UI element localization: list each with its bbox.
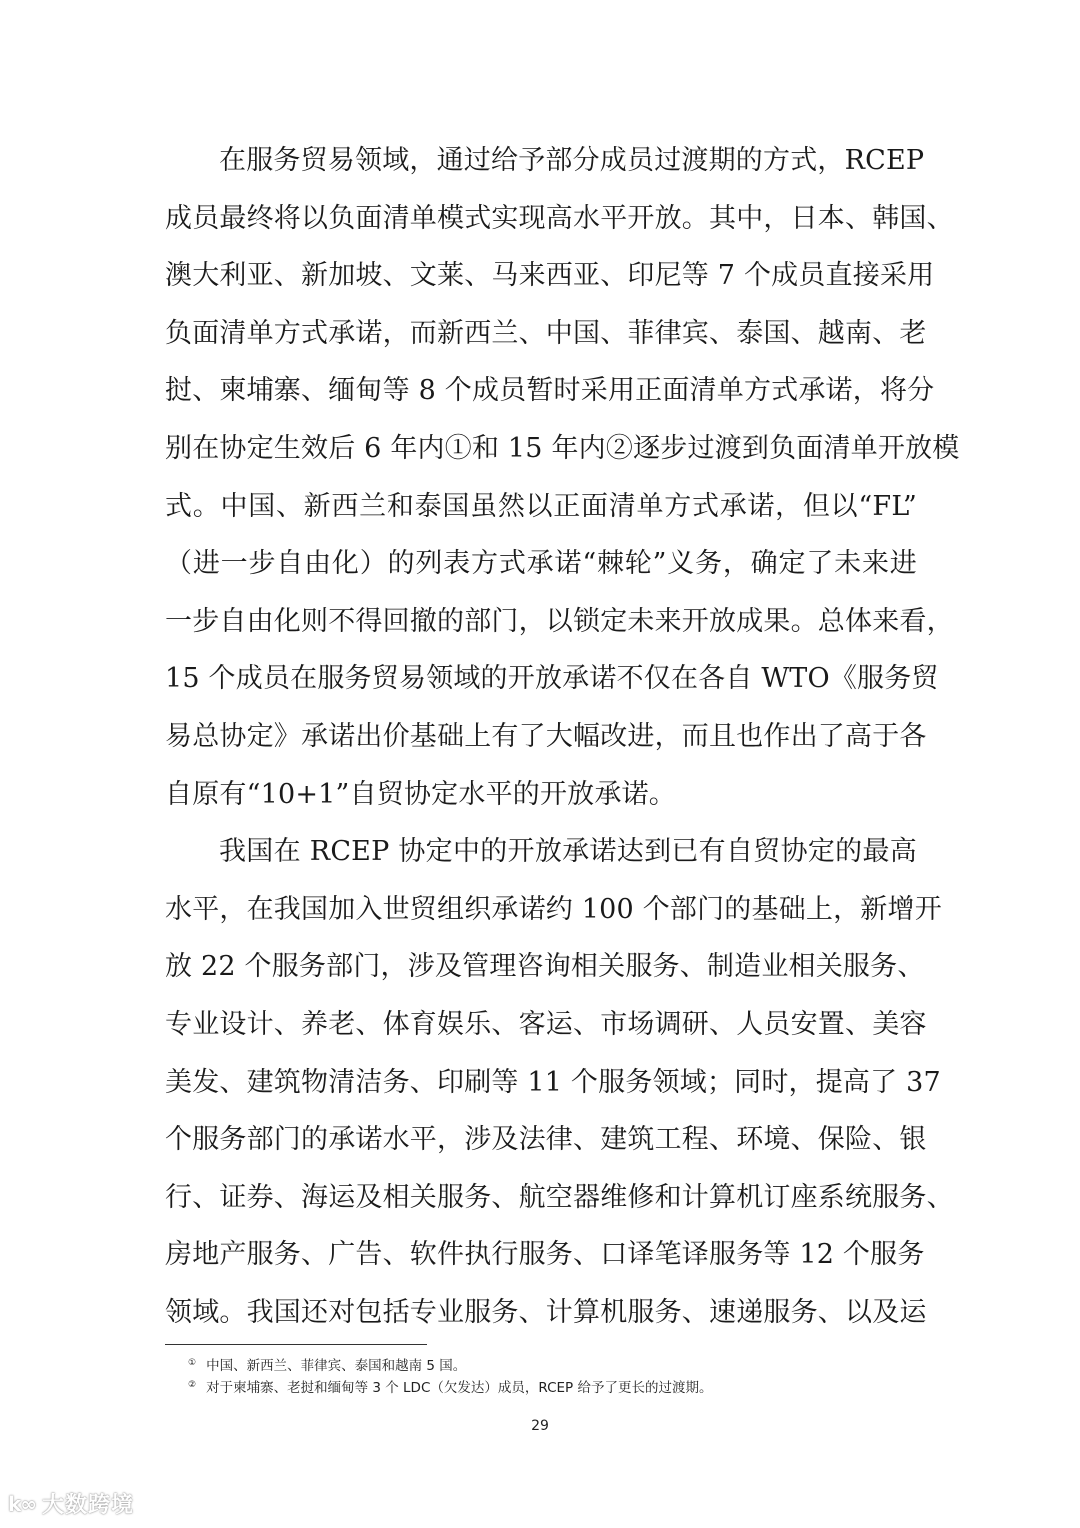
paragraph-1-line-9: 一步自由化则不得回撤的部门，以锁定未来开放成果。总体来看， xyxy=(165,605,954,637)
paragraph-2-line-9: 领域。我国还对包括专业服务、计算机服务、速递服务、以及运 xyxy=(165,1296,927,1328)
footnote-1 xyxy=(188,1352,712,1374)
paragraph-2-line-7: 行、证券、海运及相关服务、航空器维修和计算机订座系统服务、 xyxy=(165,1181,954,1213)
paragraph-2-line-2: 水平，在我国加入世贸组织承诺约 100 个部门的基础上，新增开 xyxy=(165,893,942,925)
footnote-1-text: 中国、新西兰、菲律宾、泰国和越南 5 国。 xyxy=(206,1358,467,1374)
footnote-2-mark: ② xyxy=(188,1380,197,1390)
footnote-1-mark: ① xyxy=(188,1358,197,1368)
paragraph-1-line-4: 负面清单方式承诺，而新西兰、中国、菲律宾、泰国、越南、老 xyxy=(165,317,927,349)
paragraph-2-line-1: 我国在 RCEP 协定中的开放承诺达到已有自贸协定的最高 xyxy=(219,836,917,868)
paragraph-2-line-4: 专业设计、养老、体育娱乐、客运、市场调研、人员安置、美容 xyxy=(165,1008,927,1040)
paragraph-1-line-11: 易总协定》承诺出价基础上有了大幅改进，而且也作出了高于各 xyxy=(165,720,927,752)
body-text xyxy=(165,132,960,1341)
paragraph-1-line-8: （进一步自由化）的列表方式承诺“棘轮”义务，确定了未来进 xyxy=(165,548,917,580)
paragraph-1-line-10: 15 个成员在服务贸易领域的开放承诺不仅在各自 WTO《服务贸 xyxy=(165,663,939,695)
watermark-text: 大数跨境 xyxy=(41,1493,134,1518)
footnote-separator xyxy=(165,1344,427,1345)
footnote-2-text: 对于柬埔寨、老挝和缅甸等 3 个 LDC（欠发达）成员，RCEP 给予了更长的过渡期。 xyxy=(206,1380,713,1396)
paragraph-1-line-1: 在服务贸易领域，通过给予部分成员过渡期的方式，RCEP xyxy=(219,145,925,176)
page-number: 29 xyxy=(531,1418,549,1434)
paragraph-1-line-12: 自原有“10+1”自贸协定水平的开放承诺。 xyxy=(165,778,676,810)
footnote-2 xyxy=(188,1374,712,1396)
paragraph-1-line-2: 成员最终将以负面清单模式实现高水平开放。其中，日本、韩国、 xyxy=(165,202,954,234)
footnotes xyxy=(188,1352,712,1396)
paragraph-2-line-3: 放 22 个服务部门，涉及管理咨询相关服务、制造业相关服务、 xyxy=(165,951,925,983)
paragraph-1-line-7: 式。中国、新西兰和泰国虽然以正面清单方式承诺，但以“FL” xyxy=(165,490,917,522)
paragraph-1-line-5: 挝、柬埔寨、缅甸等 8 个成员暂时采用正面清单方式承诺，将分 xyxy=(165,375,935,407)
paragraph-1-line-3: 澳大利亚、新加坡、文莱、马来西亚、印尼等 7 个成员直接采用 xyxy=(165,260,935,292)
paragraph-2-line-6: 个服务部门的承诺水平，涉及法律、建筑工程、环境、保险、银 xyxy=(165,1124,927,1156)
watermark xyxy=(8,1488,134,1519)
watermark-logo-icon: k∞ xyxy=(8,1491,36,1516)
paragraph-2-line-5: 美发、建筑物清洁务、印刷等 11 个服务领域；同时，提高了 37 xyxy=(165,1066,941,1098)
paragraph-2-line-8: 房地产服务、广告、软件执行服务、口译笔译服务等 12 个服务 xyxy=(165,1239,925,1271)
paragraph-1-line-6: 别在协定生效后 6 年内①和 15 年内②逐步过渡到负面清单开放模 xyxy=(165,432,960,464)
